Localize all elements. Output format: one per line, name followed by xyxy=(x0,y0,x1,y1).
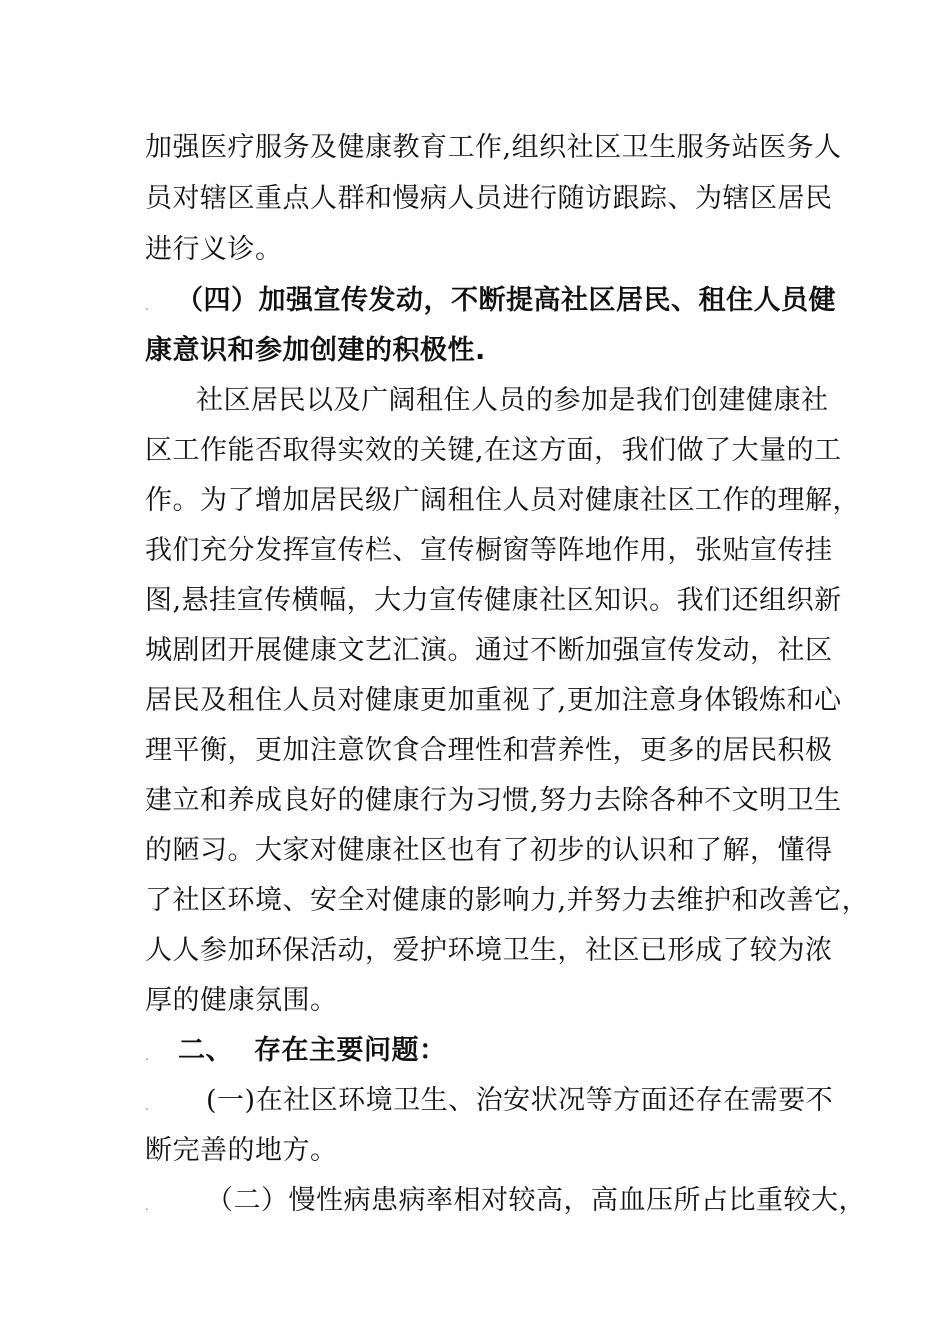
paragraph-mark: . xyxy=(145,1099,149,1113)
section-title: 存在主要问题： xyxy=(254,1035,447,1066)
paragraph-line: 居民及租住人员对健康更加重视了,更加注意身体锻炼和心 xyxy=(145,685,842,716)
paragraph-line: 图,悬挂宣传横幅，大力宣传健康社区知识。我们还组织新 xyxy=(145,585,842,616)
paragraph-line: 理平衡，更加注意饮食合理性和营养性，更多的居民积极 xyxy=(145,735,833,766)
paragraph-line: 的陋习。大家对健康社区也有了初步的认识和了解，懂得 xyxy=(145,835,833,866)
section-heading-continued: 康意识和参加创建的积极性. xyxy=(145,335,486,366)
paragraph-mark: . xyxy=(145,299,149,313)
paragraph-line: (一)在社区环境卫生、治安状况等方面还存在需要不 xyxy=(206,1085,834,1116)
paragraph-line: 断完善的地方。 xyxy=(145,1135,338,1166)
paragraph-line: 建立和养成良好的健康行为习惯,努力去除各种不文明卫生 xyxy=(145,785,842,816)
section-heading: （四）加强宣传发动，不断提高社区居民、租住人员健 xyxy=(176,285,836,316)
paragraph-line: 作。为了增加居民级广阔租住人员对健康社区工作的理解， xyxy=(145,485,860,516)
paragraph-mark: . xyxy=(145,1049,149,1063)
paragraph-line: 人人参加环保活动，爱护环境卫生，社区已形成了较为浓 xyxy=(145,935,833,966)
paragraph-line: 我们充分发挥宣传栏、宣传橱窗等阵地作用，张贴宣传挂 xyxy=(145,535,833,566)
paragraph-line: 社区居民以及广阔租住人员的参加是我们创建健康社 xyxy=(196,385,829,416)
section-number: 二、 xyxy=(178,1035,233,1066)
paragraph-line: 城剧团开展健康文艺汇演。通过不断加强宣传发动，社区 xyxy=(145,635,833,666)
paragraph-line: 了社区环境、安全对健康的影响力,并努力去维护和改善它， xyxy=(145,885,870,916)
paragraph-line: 员对辖区重点人群和慢病人员进行随访跟踪、为辖区居民 xyxy=(145,183,833,214)
paragraph-line: （二）慢性病患病率相对较高，高血压所占比重较大， xyxy=(206,1185,866,1216)
paragraph-mark: . xyxy=(145,1199,149,1213)
paragraph-line: 厚的健康氛围。 xyxy=(145,985,338,1016)
paragraph-line: 区工作能否取得实效的关键,在这方面，我们做了大量的工 xyxy=(145,435,842,466)
paragraph-line: 加强医疗服务及健康教育工作,组织社区卫生服务站医务人 xyxy=(145,132,842,163)
paragraph-line: 进行义诊。 xyxy=(145,234,283,265)
